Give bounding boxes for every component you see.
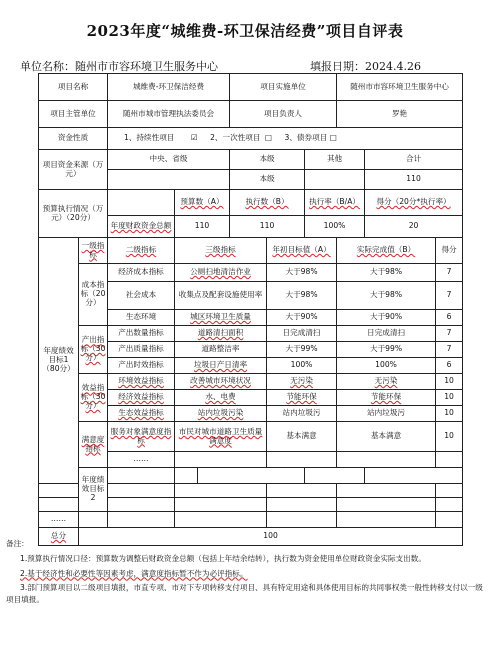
perf-l3: 站内垃圾污染	[175, 406, 267, 422]
note-3: 3.部门预算项目以二级项目填报，市直专项、市对下专项转移支付项目、具有特定用途和具体使用目标的共同事权类一般性转移支付以一级项目填报。	[6, 583, 483, 605]
fill-date: 填报日期：2024.4.26	[310, 60, 421, 73]
note-1: 1.预算执行情况口径：预算数为调整后财政资金总额（包括上年结余结转），执行数为资金使用单位财政资金实际支出数。	[20, 553, 426, 563]
perf-l3: 水、电费	[175, 390, 267, 406]
perf-actual: 无污染	[337, 374, 436, 390]
leader-value: 罗艳	[337, 101, 463, 128]
perf-head-score: 得分	[436, 238, 463, 264]
total-label: 总分	[39, 528, 79, 546]
budget-head-a: 预算数（A）	[175, 190, 230, 216]
goal2-label: 年度绩效目标2	[79, 468, 108, 512]
perf-target: 100%	[267, 358, 337, 374]
budget-row-label: 年度财政资金总额	[108, 216, 175, 238]
budget-value-score: 20	[365, 216, 463, 238]
perf-head-target: 年初目标值（A）	[267, 238, 337, 264]
perf-l2: 环境效益指标	[108, 374, 175, 390]
fund-nature-opt2: 2、一次性项目	[210, 133, 261, 143]
fund-nature-opt1: 1、持续性项目	[124, 133, 175, 143]
perf-target: 节能环保	[267, 390, 337, 406]
perf-score: 6	[436, 310, 463, 326]
perf-l2: 产出时效指标	[108, 358, 175, 374]
perf-l2: 服务对象满意度指标	[108, 422, 175, 452]
perf-head-level1: 一级指标	[79, 238, 108, 264]
budget-head-b: 执行数（B）	[230, 190, 305, 216]
budget-value-rate: 100%	[305, 216, 365, 238]
perf-l3: 垃圾日产日清率	[175, 358, 267, 374]
perf-l2: 经济成本指标	[108, 264, 175, 282]
perf-actual: 站内垃圾污	[337, 406, 436, 422]
perf-ellipsis: ……	[108, 452, 175, 468]
perf-target: 大于90%	[267, 310, 337, 326]
perf-score: 10	[436, 406, 463, 422]
fund-source-total: 合计	[365, 150, 463, 170]
perf-target: 基本满意	[267, 422, 337, 452]
total-value: 100	[79, 528, 463, 546]
perf-actual: 大于99%	[337, 342, 436, 358]
perf-score: 10	[436, 374, 463, 390]
checked-checkbox-icon: ☑	[190, 133, 198, 143]
perf-score: 7	[436, 264, 463, 282]
perf-score: 10	[436, 390, 463, 406]
perf-actual: 日完成清扫	[337, 326, 436, 342]
perf-score: 7	[436, 282, 463, 310]
perf-l3: 改善城市环境状况	[175, 374, 267, 390]
perf-l3: 公厕扫地清洁作业	[175, 264, 267, 282]
project-name-label: 项目名称	[39, 74, 108, 101]
budget-label: 预算执行情况（万元）（20分）	[39, 190, 108, 238]
perf-score: 7	[436, 326, 463, 342]
impl-unit-label: 项目实施单位	[230, 74, 337, 101]
impl-unit-value: 随州市市容环境卫生服务中心	[337, 74, 463, 101]
fund-source-row-label: 本级	[230, 170, 305, 190]
fund-source-central: 中央、省级	[108, 150, 230, 170]
perf-target: 大于98%	[267, 264, 337, 282]
perf-l2: 产出质量指标	[108, 342, 175, 358]
perf-score: 10	[436, 422, 463, 452]
evaluation-table	[38, 73, 463, 546]
perf-head-level2: 二级指标	[108, 238, 175, 264]
perf-l2: 经济效益指标	[108, 390, 175, 406]
perf-l3: 收集点及配套设施使用率	[175, 282, 267, 310]
perf-head-actual: 实际完成值（B）	[337, 238, 436, 264]
perf-l2: 生态环境	[108, 310, 175, 326]
perf-score: 7	[436, 342, 463, 358]
perf-l3: 道路整洁率	[175, 342, 267, 358]
perf-score: 6	[436, 358, 463, 374]
fund-nature-label: 资金性质	[39, 128, 108, 150]
fund-source-other: 其他	[305, 150, 365, 170]
notes-heading: 备注：	[6, 539, 29, 548]
fund-source-local: 本级	[230, 150, 305, 170]
perf-actual: 100%	[337, 358, 436, 374]
perf-l3: 城区环境卫生质量	[175, 310, 267, 326]
perf-target: 日完成清扫	[267, 326, 337, 342]
perf-target: 站内垃圾污	[267, 406, 337, 422]
supervisor-value: 随州市城市管理执法委员会	[108, 101, 230, 128]
budget-value-a: 110	[175, 216, 230, 238]
budget-head-score: 得分（20分*执行率）	[365, 190, 463, 216]
perf-actual: 节能环保	[337, 390, 436, 406]
notes-section	[6, 538, 484, 609]
dots-row-label: ……	[39, 512, 79, 528]
perf-head-level3: 三级指标	[175, 238, 267, 264]
perf-target: 大于99%	[267, 342, 337, 358]
fund-source-total-value: 110	[365, 170, 463, 190]
perf-l1-output: 产出指标（30分）	[79, 326, 108, 374]
perf-l2: 生态效益指标	[108, 406, 175, 422]
unchecked-checkbox-icon: □	[329, 133, 337, 143]
perf-l1-cost: 成本指标（20分）	[79, 264, 108, 326]
perf-l3: 道路清扫面积	[175, 326, 267, 342]
supervisor-label: 项目主管单位	[39, 101, 108, 128]
budget-value-b: 110	[230, 216, 305, 238]
budget-head-rate: 执行率（B/A）	[305, 190, 365, 216]
fund-nature-options	[108, 128, 463, 150]
fund-source-label: 项目资金来源（万元）	[39, 150, 108, 190]
fund-nature-opt3: 3、债券项目	[284, 133, 328, 143]
perf-l2: 产出数量指标	[108, 326, 175, 342]
note-2: 2.基于经济性和必要性等因素考虑，满意度指标暂不作为必评指标。	[20, 568, 248, 578]
perf-target: 无污染	[267, 374, 337, 390]
page-title: 2023年度“城维费-环卫保洁经费”项目自评表	[86, 22, 404, 40]
perf-actual: 大于90%	[337, 310, 436, 326]
perf-actual: 基本满意	[337, 422, 436, 452]
project-name-value: 城维费-环卫保洁经费	[108, 74, 230, 101]
unit-name: 单位名称：随州市市容环境卫生服务中心	[20, 60, 218, 73]
perf-actual: 大于98%	[337, 282, 436, 310]
unchecked-checkbox-icon: □	[264, 133, 273, 143]
perf-actual: 大于98%	[337, 264, 436, 282]
goal1-label: 年度绩效目标1（80分）	[39, 238, 79, 484]
perf-l3: 市民对城市道路卫生质量满意度	[175, 422, 267, 452]
perf-l2: 社会成本	[108, 282, 175, 310]
perf-l1-satisfaction: 满意度指标	[79, 422, 108, 468]
perf-target: 大于98%	[267, 282, 337, 310]
leader-label: 项目负责人	[230, 101, 337, 128]
perf-l1-benefit: 效益指标（30分）	[79, 374, 108, 422]
